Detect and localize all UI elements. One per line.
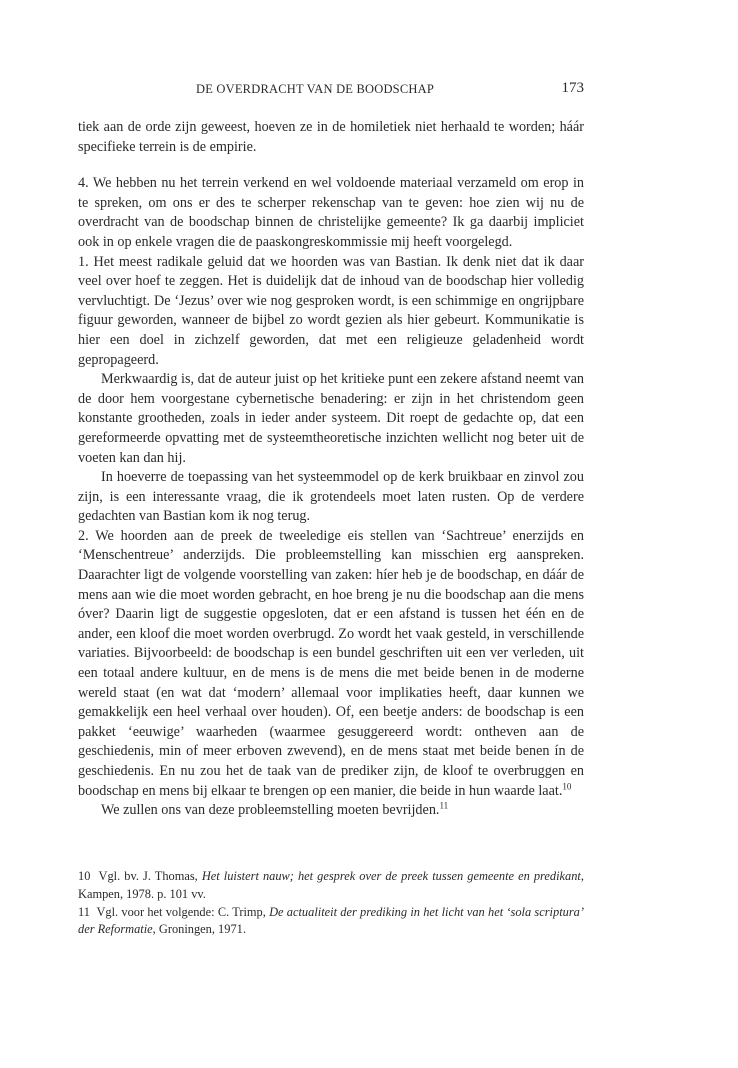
footnote-11 [78, 904, 584, 940]
footnote-11-title: De actualiteit der prediking in het licht van het ‘sola scriptura’ der Reformatie [78, 904, 584, 937]
paragraph-point-1: 1. Het meest radikale geluid dat we hoorden was van Bastian. Ik denk niet dat ik daar veel over hoef te zeggen. Het is duidelijk dat de inhoud van de boodschap hier volledig vervluchtigt. De ‘Jezus’ over wie nog gesproken wordt, is een schimmige en ongrijpbare figuur geworden, wanneer de bijbel zo wordt gezien als hier gebeurt. Kommunikatie is hier een doel in zichzelf geworden, dat met een religieuze geladenheid wordt gepropageerd. [78, 253, 584, 368]
page-header [78, 80, 584, 102]
running-title: DE OVERDRACHT VAN DE BOODSCHAP [196, 82, 434, 96]
footnote-10-mark: 10 [78, 869, 91, 883]
paragraph-point-2 [78, 527, 584, 801]
paragraph-bevrijden-text: We zullen ons van deze probleemstelling moeten bevrijden. [101, 802, 440, 819]
footnote-10 [78, 868, 584, 904]
footnote-11-mark: 11 [78, 904, 90, 919]
footnotes [78, 868, 584, 939]
paragraph-point-2-text: 2. We hoorden aan de preek de tweeledige eis stellen van ‘Sachtreue’ enerzijds en ‘Menschentreue’ anderzijds. Die probleemstelling kan misschien erg aanspreken. Daarachter ligt de volgende voorstelling van zaken: híer heb je de boodschap, en dáár de mens aan wie die moet worden gebracht, en hoe breng je nu die boodschap aan die mens óver? Daarin ligt de suggestie opgesloten, dat er een afstand is tussen het één en de ander, een kloof die moet worden overbrugd. Zo wordt het vaak gesteld, in verschillende variaties. Bijvoorbeeld: de boodschap is een bundel geschriften uit een ver verleden, uit een totaal andere kultuur, en de mens is de mens die met beide benen in de moderne wereld staat (en wat dat ‘modern’ allemaal voor implikaties heeft, daar kunnen we gemakkelijk een heel verhaal over houden). Of, een beetje anders: de boodschap is een pakket ‘eeuwige’ waarheden (waarmee gesuggereerd wordt: ontheven aan de geschiedenis, min of meer erboven zwevend), en de mens staat met beide benen ín de geschiedenis. En nu zou het de taak van de prediker zijn, de kloof te overbruggen en boodschap en mens bij elkaar te brengen op een manier, die beide in hun waarde laat. [78, 527, 584, 799]
footnote-ref-11[interactable]: 11 [439, 800, 449, 811]
paragraph-bevrijden [78, 801, 584, 821]
paragraph-merkwaardig: Merkwaardig is, dat de auteur juist op het kritieke punt een zekere afstand neemt van de door hem voorgestane cybernetische benadering: er zijn in het christendom geen konstante grootheden, zoals in ieder ander systeem. Dit roept de gedachte op, dat een gereformeerde opvatting met de systeemtheoretische inzichten wellicht nog beter uit de voeten kan dan hij. [78, 371, 584, 466]
footnote-11-post: , Groningen, 1971. [152, 922, 246, 937]
page-number: 173 [561, 80, 584, 96]
paragraph-in-hoeverre: In hoeverre de toepassing van het systeemmodel op de kerk bruikbaar en zinvol zou zijn, is een interessante vraag, die ik grotendeels moet laten rusten. Op de verdere gedachten van Bastian kom ik nog terug. [78, 469, 584, 525]
body-text [78, 118, 584, 821]
footnote-ref-10[interactable]: 10 [562, 780, 572, 791]
paragraph-continuation: tiek aan de orde zijn geweest, hoeven ze in de homiletiek niet herhaald te worden; háár specifieke terrein is de empirie. [78, 119, 584, 155]
footnote-11-pre: Vgl. voor het volgende: C. Trimp, [96, 904, 270, 919]
footnote-10-pre: Vgl. bv. J. Thomas, [98, 869, 202, 883]
footnote-10-post: , Kampen, 1978. p. 101 vv. [78, 869, 584, 901]
footnote-10-title: Het luistert nauw; het gesprek over de preek tussen gemeente en predikant [201, 869, 581, 883]
paragraph-section-4: 4. We hebben nu het terrein verkend en wel voldoende materiaal verzameld om erop in te spreken, om ons er des te scherper rekenschap van te geven: hoe zien wij nu de overdracht van de boodschap binnen de christelijke gemeente? Ik ga daarbij impliciet ook in op enkele vragen die de paaskongreskommissie mij heeft voorgelegd. [78, 175, 584, 250]
